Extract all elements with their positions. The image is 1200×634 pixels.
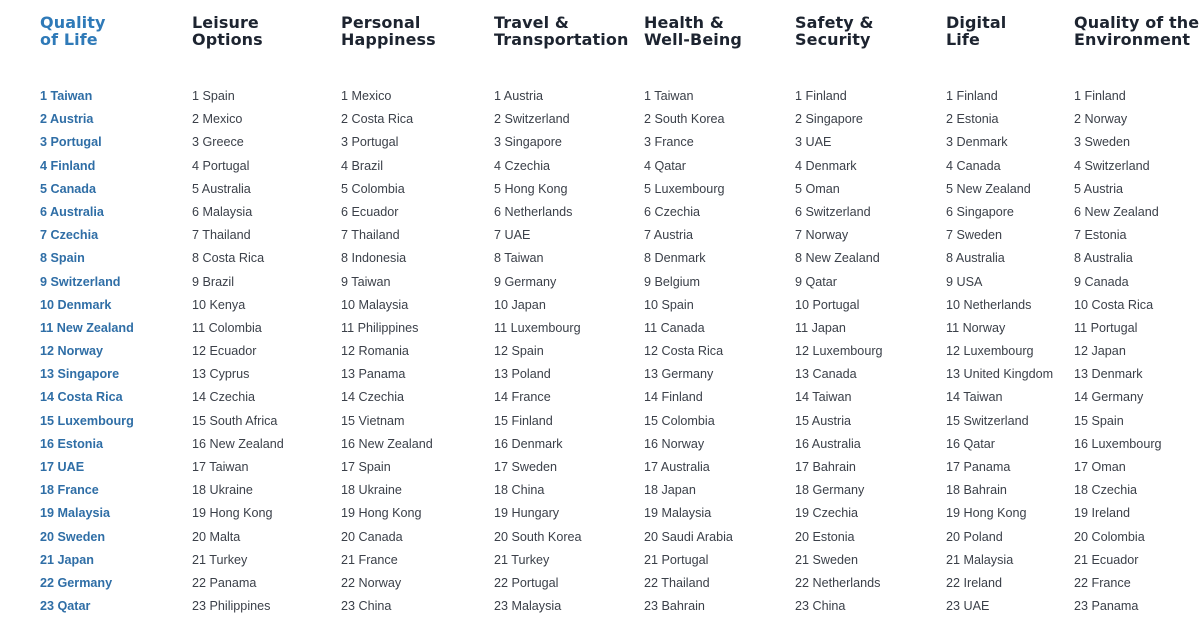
ranking-item: 21 Sweden <box>795 552 859 567</box>
ranking-item: 15 Austria <box>795 413 852 428</box>
ranking-item: 23 Qatar <box>40 599 91 614</box>
ranking-item: 8 Denmark <box>644 251 706 266</box>
ranking-item: 11 Luxembourg <box>494 320 581 335</box>
ranking-item: 16 Estonia <box>40 436 103 451</box>
ranking-item: 13 Denmark <box>1074 367 1143 382</box>
ranking-item: 14 Czechia <box>341 390 405 405</box>
ranking-item: 13 Poland <box>494 367 551 382</box>
ranking-item: 6 New Zealand <box>1074 204 1159 219</box>
column-personal-happiness <box>341 13 436 614</box>
ranking-item: 10 Japan <box>494 297 546 312</box>
ranking-item: 20 Saudi Arabia <box>644 529 733 544</box>
ranking-item: 18 France <box>40 483 99 498</box>
column-header-line: Personal <box>341 13 421 32</box>
ranking-item: 13 United Kingdom <box>946 367 1054 382</box>
column-header-line: Travel & <box>494 13 569 32</box>
ranking-item: 6 Singapore <box>946 204 1014 219</box>
ranking-item: 21 Turkey <box>494 552 550 567</box>
ranking-item: 17 Bahrain <box>795 460 856 474</box>
ranking-item: 3 Portugal <box>341 135 399 150</box>
column-header <box>494 14 628 54</box>
ranking-item: 17 Taiwan <box>192 460 249 474</box>
ranking-item: 9 Brazil <box>192 274 234 289</box>
ranking-item: 18 China <box>494 483 545 498</box>
ranking-item: 14 Finland <box>644 390 703 405</box>
ranking-item: 5 Austria <box>1074 181 1124 196</box>
ranking-item: 10 Netherlands <box>946 297 1032 312</box>
ranking-item: 19 Hong Kong <box>341 506 422 521</box>
ranking-item: 20 Poland <box>946 529 1003 544</box>
ranking-item: 16 Luxembourg <box>1074 436 1162 451</box>
ranking-item: 2 Austria <box>40 112 94 127</box>
column-header <box>40 14 106 54</box>
ranking-item: 15 Switzerland <box>946 413 1029 428</box>
column-header <box>1074 14 1199 54</box>
ranking-item: 7 Czechia <box>40 228 99 243</box>
column-header-line: Happiness <box>341 30 436 49</box>
ranking-item: 9 Canada <box>1074 274 1129 289</box>
ranking-item: 2 Costa Rica <box>341 112 414 127</box>
ranking-item: 21 France <box>341 552 398 567</box>
ranking-item: 15 Luxembourg <box>40 413 134 428</box>
ranking-item: 12 Luxembourg <box>795 344 883 359</box>
ranking-item: 2 Switzerland <box>494 112 570 127</box>
ranking-item: 6 Australia <box>40 204 104 219</box>
ranking-item: 1 Mexico <box>341 89 392 103</box>
ranking-item: 18 Germany <box>795 483 865 498</box>
ranking-item: 3 Portugal <box>40 135 102 150</box>
ranking-item: 2 South Korea <box>644 112 725 127</box>
ranking-item: 23 China <box>341 599 392 614</box>
column-header-line: Quality of the <box>1074 13 1200 32</box>
ranking-item: 12 Spain <box>494 344 544 359</box>
ranking-item: 9 Switzerland <box>40 274 121 289</box>
ranking-item: 15 Vietnam <box>341 413 405 428</box>
ranking-item: 14 France <box>494 390 551 405</box>
column-header <box>795 14 874 54</box>
ranking-item: 1 Finland <box>1074 89 1126 103</box>
ranking-item: 4 Brazil <box>341 158 383 173</box>
ranking-item: 12 Norway <box>40 344 103 359</box>
ranking-item: 3 Denmark <box>946 135 1008 150</box>
ranking-item: 23 UAE <box>946 599 990 614</box>
ranking-item: 20 Canada <box>341 529 403 544</box>
ranking-item: 17 Sweden <box>494 460 558 474</box>
ranking-item: 11 Japan <box>795 320 846 335</box>
ranking-item: 13 Cyprus <box>192 367 250 382</box>
ranking-item: 19 Hungary <box>494 506 560 521</box>
ranking-item: 17 Panama <box>946 460 1011 474</box>
ranking-item: 18 Czechia <box>1074 483 1138 498</box>
ranking-item: 22 Norway <box>341 575 402 590</box>
ranking-item: 2 Estonia <box>946 112 999 127</box>
ranking-item: 4 Portugal <box>192 158 250 173</box>
ranking-item: 12 Ecuador <box>192 344 257 359</box>
ranking-item: 13 Singapore <box>40 367 120 382</box>
ranking-item: 11 Norway <box>946 320 1006 335</box>
ranking-item: 10 Costa Rica <box>1074 297 1154 312</box>
ranking-list <box>644 85 733 618</box>
ranking-item: 22 Portugal <box>494 575 559 590</box>
ranking-list <box>341 85 433 618</box>
ranking-item: 14 Germany <box>1074 390 1144 405</box>
ranking-item: 7 Austria <box>644 228 694 243</box>
ranking-item: 21 Ecuador <box>1074 552 1139 567</box>
ranking-item: 5 Canada <box>40 181 96 196</box>
ranking-item: 1 Finland <box>946 89 998 103</box>
ranking-item: 15 Colombia <box>644 413 715 428</box>
ranking-item: 1 Austria <box>494 89 544 103</box>
ranking-item: 4 Czechia <box>494 158 551 173</box>
ranking-item: 3 Sweden <box>1074 135 1131 150</box>
ranking-item: 18 Japan <box>644 483 696 498</box>
ranking-item: 10 Kenya <box>192 297 246 312</box>
ranking-item: 2 Singapore <box>795 112 863 127</box>
column-safety-security <box>795 13 883 614</box>
column-header-line: Options <box>192 30 263 49</box>
ranking-item: 13 Canada <box>795 367 857 382</box>
ranking-item: 20 Colombia <box>1074 529 1145 544</box>
ranking-item: 8 New Zealand <box>795 251 880 266</box>
ranking-item: 9 Taiwan <box>341 274 391 289</box>
column-health-wellbeing <box>644 13 742 614</box>
ranking-item: 4 Denmark <box>795 158 857 173</box>
ranking-item: 6 Netherlands <box>494 204 573 219</box>
ranking-item: 7 Thailand <box>192 228 251 243</box>
ranking-item: 23 Malaysia <box>494 599 562 614</box>
ranking-item: 14 Costa Rica <box>40 390 123 405</box>
ranking-item: 18 Ukraine <box>341 483 402 498</box>
ranking-item: 1 Spain <box>192 89 235 103</box>
ranking-item: 16 New Zealand <box>192 436 284 451</box>
ranking-item: 7 UAE <box>494 228 531 243</box>
ranking-item: 16 Qatar <box>946 436 996 451</box>
ranking-item: 16 Norway <box>644 436 705 451</box>
ranking-item: 10 Malaysia <box>341 297 409 312</box>
ranking-item: 16 New Zealand <box>341 436 433 451</box>
column-header-line: Leisure <box>192 13 259 32</box>
ranking-item: 8 Spain <box>40 251 85 266</box>
ranking-item: 8 Taiwan <box>494 251 544 266</box>
ranking-item: 23 Philippines <box>192 599 271 614</box>
ranking-item: 10 Portugal <box>795 297 860 312</box>
ranking-item: 22 Panama <box>192 575 257 590</box>
ranking-item: 3 Singapore <box>494 135 562 150</box>
ranking-item: 17 Oman <box>1074 460 1126 474</box>
ranking-item: 12 Romania <box>341 344 409 359</box>
ranking-item: 5 Hong Kong <box>494 181 568 196</box>
column-header-line: Well-Being <box>644 30 742 49</box>
ranking-item: 17 UAE <box>40 460 85 474</box>
ranking-item: 7 Thailand <box>341 228 400 243</box>
ranking-item: 18 Ukraine <box>192 483 253 498</box>
ranking-item: 22 Thailand <box>644 575 710 590</box>
ranking-item: 22 France <box>1074 575 1131 590</box>
ranking-item: 22 Ireland <box>946 575 1003 590</box>
ranking-item: 5 Colombia <box>341 181 405 196</box>
ranking-item: 9 Qatar <box>795 274 837 289</box>
ranking-item: 2 Norway <box>1074 112 1128 127</box>
ranking-item: 22 Germany <box>40 575 113 590</box>
ranking-item: 2 Mexico <box>192 112 243 127</box>
column-leisure-options <box>192 13 284 614</box>
ranking-item: 19 Hong Kong <box>192 506 273 521</box>
ranking-item: 21 Turkey <box>192 552 248 567</box>
ranking-item: 5 New Zealand <box>946 181 1031 196</box>
ranking-item: 7 Sweden <box>946 228 1003 243</box>
ranking-item: 14 Taiwan <box>946 390 1003 405</box>
ranking-item: 5 Australia <box>192 181 251 196</box>
ranking-item: 3 France <box>644 135 694 150</box>
ranking-item: 3 UAE <box>795 135 832 150</box>
ranking-item: 18 Bahrain <box>946 483 1007 498</box>
ranking-item: 10 Spain <box>644 297 694 312</box>
column-header-line: Security <box>795 30 871 49</box>
ranking-list <box>192 85 284 618</box>
ranking-item: 13 Germany <box>644 367 714 382</box>
ranking-item: 23 China <box>795 599 846 614</box>
ranking-item: 15 Finland <box>494 413 553 428</box>
ranking-item: 15 South Africa <box>192 413 278 428</box>
ranking-item: 16 Australia <box>795 436 861 451</box>
ranking-item: 17 Spain <box>341 460 391 474</box>
ranking-list <box>946 85 1053 618</box>
ranking-item: 11 Portugal <box>1074 320 1138 335</box>
ranking-item: 20 South Korea <box>494 529 582 544</box>
ranking-item: 14 Czechia <box>192 390 256 405</box>
ranking-item: 11 Canada <box>644 320 705 335</box>
ranking-item: 7 Estonia <box>1074 228 1127 243</box>
ranking-list <box>494 85 582 618</box>
ranking-item: 8 Indonesia <box>341 251 407 266</box>
column-quality-environment <box>1074 13 1200 614</box>
ranking-item: 16 Denmark <box>494 436 563 451</box>
ranking-list <box>40 85 134 618</box>
column-header-line: of Life <box>40 30 98 49</box>
ranking-item: 22 Netherlands <box>795 575 881 590</box>
ranking-item: 19 Malaysia <box>40 506 111 521</box>
column-header <box>946 14 1006 54</box>
ranking-item: 14 Taiwan <box>795 390 852 405</box>
ranking-item: 15 Spain <box>1074 413 1124 428</box>
ranking-item: 23 Panama <box>1074 599 1139 614</box>
ranking-item: 19 Malaysia <box>644 506 712 521</box>
ranking-item: 13 Panama <box>341 367 406 382</box>
ranking-item: 1 Finland <box>795 89 847 103</box>
ranking-item: 17 Australia <box>644 460 710 474</box>
ranking-item: 6 Czechia <box>644 204 701 219</box>
column-header-line: Quality <box>40 13 106 32</box>
ranking-item: 20 Estonia <box>795 529 855 544</box>
ranking-item: 6 Ecuador <box>341 204 399 219</box>
ranking-item: 4 Qatar <box>644 158 686 173</box>
ranking-item: 12 Costa Rica <box>644 344 724 359</box>
ranking-item: 11 Colombia <box>192 320 262 335</box>
ranking-item: 6 Switzerland <box>795 204 871 219</box>
column-header-line: Environment <box>1074 30 1191 49</box>
ranking-item: 20 Sweden <box>40 529 106 544</box>
column-header <box>341 14 436 54</box>
column-travel-transportation <box>494 13 629 614</box>
ranking-item: 7 Norway <box>795 228 849 243</box>
ranking-item: 9 Belgium <box>644 274 701 289</box>
ranking-item: 1 Taiwan <box>644 89 694 103</box>
column-header-line: Life <box>946 30 980 49</box>
ranking-item: 4 Finland <box>40 158 96 173</box>
column-header-line: Transportation <box>494 30 629 49</box>
ranking-item: 8 Australia <box>1074 251 1133 266</box>
ranking-item: 5 Luxembourg <box>644 181 725 196</box>
ranking-item: 19 Ireland <box>1074 506 1131 521</box>
ranking-item: 20 Malta <box>192 529 241 544</box>
column-header-line: Digital <box>946 13 1007 32</box>
ranking-item: 8 Costa Rica <box>192 251 265 266</box>
column-header-line: Health & <box>644 13 724 32</box>
ranking-item: 12 Luxembourg <box>946 344 1034 359</box>
ranking-item: 12 Japan <box>1074 344 1126 359</box>
column-header-line: Safety & <box>795 13 874 32</box>
ranking-item: 21 Portugal <box>644 552 709 567</box>
ranking-item: 6 Malaysia <box>192 204 253 219</box>
ranking-item: 21 Malaysia <box>946 552 1014 567</box>
column-quality-of-life <box>40 13 134 614</box>
column-header <box>192 14 263 54</box>
ranking-item: 19 Czechia <box>795 506 859 521</box>
ranking-item: 19 Hong Kong <box>946 506 1027 521</box>
ranking-item: 4 Switzerland <box>1074 158 1150 173</box>
ranking-item: 10 Denmark <box>40 297 112 312</box>
ranking-item: 21 Japan <box>40 552 94 567</box>
ranking-item: 9 USA <box>946 274 983 289</box>
ranking-item: 5 Oman <box>795 181 840 196</box>
ranking-item: 8 Australia <box>946 251 1005 266</box>
ranking-item: 11 Philippines <box>341 320 419 335</box>
column-header <box>644 14 742 54</box>
column-digital-life <box>946 13 1054 614</box>
ranking-item: 9 Germany <box>494 274 557 289</box>
ranking-list <box>795 85 883 618</box>
ranking-item: 11 New Zealand <box>40 320 134 335</box>
ranking-list <box>1074 85 1162 618</box>
ranking-item: 3 Greece <box>192 135 244 150</box>
ranking-item: 23 Bahrain <box>644 599 705 614</box>
ranking-item: 4 Canada <box>946 158 1001 173</box>
ranking-item: 1 Taiwan <box>40 89 93 103</box>
